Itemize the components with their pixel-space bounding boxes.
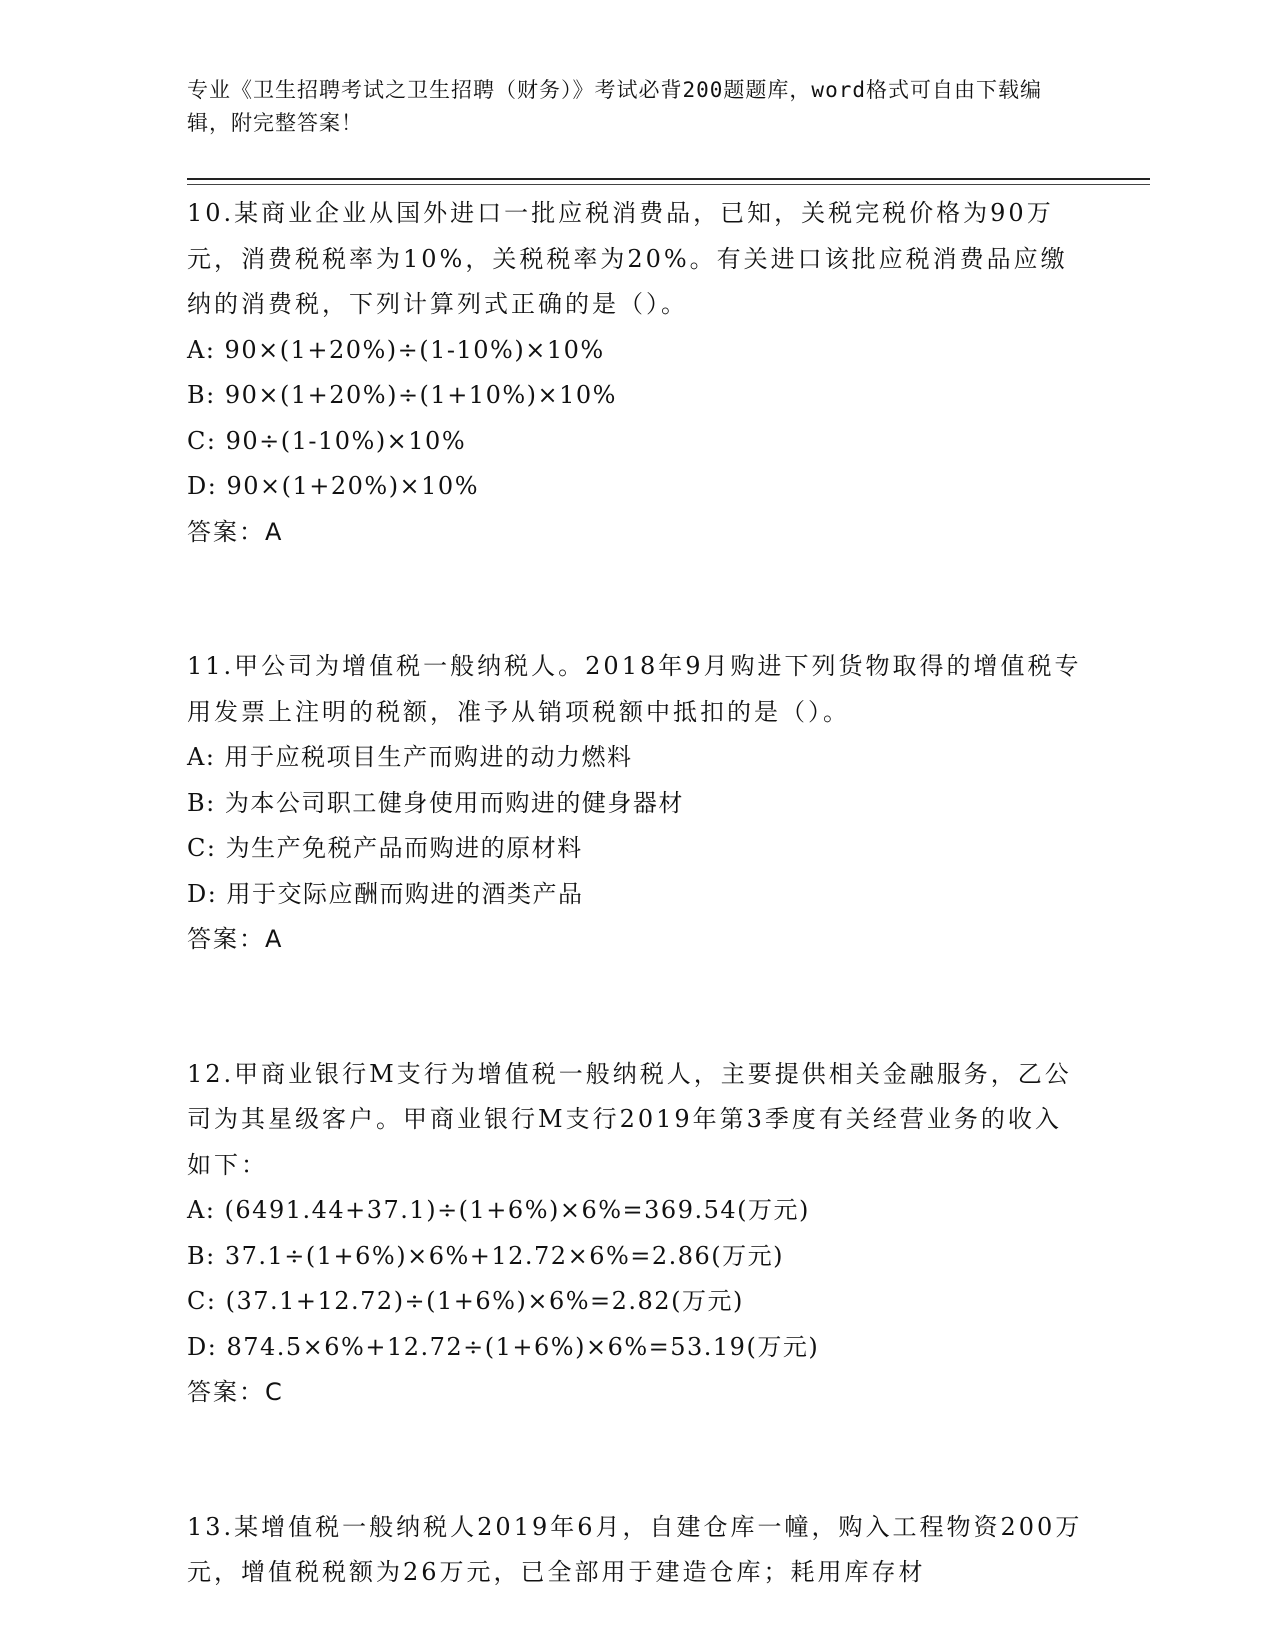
- question-text: 13.某增值税一般纳税人2019年6月，自建仓库一幢，购入工程物资200万元，增值税税额为26万元，已全部用于建造仓库；耗用库存材: [187, 1512, 1083, 1586]
- question-gap: [187, 555, 1087, 644]
- question-13: [187, 1505, 1087, 1596]
- option-d: D: 90×(1+20%)×10%: [187, 472, 480, 500]
- question-11: [187, 644, 1087, 963]
- question-gap: [187, 1416, 1087, 1505]
- option-d: D: 用于交际应酬而购进的酒类产品: [187, 879, 584, 908]
- question-12: [187, 1052, 1087, 1416]
- question-list: [187, 191, 1087, 1596]
- option-b: B: 为本公司职工健身使用而购进的健身器材: [187, 788, 684, 817]
- question-gap: [187, 963, 1087, 1052]
- option-b: B: 90×(1+20%)÷(1+10%)×10%: [187, 381, 617, 409]
- option-a: A: (6491.44+37.1)÷(1+6%)×6%=369.54(万元): [187, 1196, 810, 1224]
- option-c: C: 为生产免税产品而购进的原材料: [187, 834, 583, 862]
- option-d: D: 874.5×6%+12.72÷(1+6%)×6%=53.19(万元): [187, 1332, 820, 1361]
- answer-text: 答案：A: [187, 517, 284, 546]
- header-divider-thin: [187, 184, 1150, 185]
- option-a: A: 用于应税项目生产而购进的动力燃料: [187, 743, 633, 771]
- question-text: 12.甲商业银行M支行为增值税一般纳税人，主要提供相关金融服务，乙公司为其星级客户。甲商业银行M支行2019年第3季度有关经营业务的收入如下：: [187, 1059, 1072, 1179]
- answer-text: 答案：A: [187, 925, 284, 953]
- option-b: B: 37.1÷(1+6%)×6%+12.72×6%=2.86(万元): [187, 1241, 785, 1270]
- question-text: 11.甲公司为增值税一般纳税人。2018年9月购进下列货物取得的增值税专用发票上注明的税额，准予从销项税额中抵扣的是（）。: [187, 652, 1082, 726]
- question-text: 10.某商业企业从国外进口一批应税消费品，已知，关税完税价格为90万元，消费税税率为10%，关税税率为20%。有关进口该批应税消费品应缴纳的消费税，下列计算列式正确的是（）。: [187, 199, 1068, 318]
- question-10: [187, 191, 1087, 555]
- option-c: C: 90÷(1-10%)×10%: [187, 426, 467, 455]
- document-header: 专业《卫生招聘考试之卫生招聘（财务）》考试必背200题题库，word格式可自由下载编辑，附完整答案！: [187, 78, 1042, 135]
- option-a: A: 90×(1+20%)÷(1-10%)×10%: [187, 335, 605, 364]
- answer-text: 答案：C: [187, 1378, 284, 1406]
- option-c: C: (37.1+12.72)÷(1+6%)×6%=2.82(万元): [187, 1287, 744, 1315]
- header-divider-thick: [187, 178, 1150, 180]
